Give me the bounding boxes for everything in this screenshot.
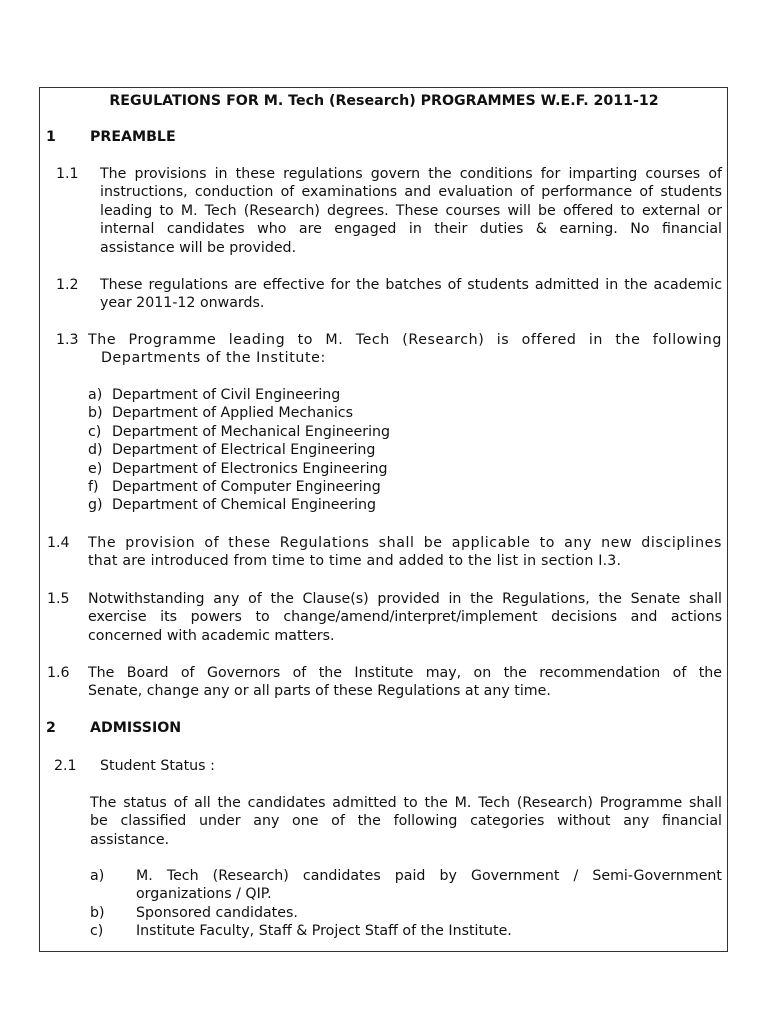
document-title: REGULATIONS FOR M. Tech (Research) PROGRAMMES W.E.F. 2011-12 bbox=[109, 93, 659, 109]
section-heading: ADMISSION bbox=[90, 720, 182, 736]
paragraph-line: concerned with academic matters. bbox=[88, 627, 335, 644]
paragraph-line: The Programme leading to M. Tech (Research) is offered in the following bbox=[88, 332, 722, 348]
clause-paragraph bbox=[88, 534, 722, 571]
list-item: g) Department of Chemical Engineering bbox=[88, 497, 377, 514]
department-list bbox=[88, 386, 390, 515]
list-item: e) Department of Electronics Engineering bbox=[88, 460, 388, 477]
paragraph-line: The provisions in these regulations govern the conditions for imparting courses of bbox=[100, 166, 722, 182]
paragraph-line: The Board of Governors of the Institute may, on the recommendation of the bbox=[88, 665, 722, 681]
clause-paragraph bbox=[88, 590, 722, 645]
clause-number: 1.4 bbox=[47, 535, 70, 551]
paragraph-line: exercise its powers to change/amend/interpret/implement decisions and actions bbox=[88, 609, 722, 626]
section-number: 1 bbox=[46, 129, 56, 145]
clause-paragraph bbox=[100, 276, 722, 313]
paragraph-line: These regulations are effective for the batches of students admitted in the academic bbox=[100, 277, 722, 293]
list-item: d) Department of Electrical Engineering bbox=[88, 442, 376, 459]
paragraph-line: Notwithstanding any of the Clause(s) provided in the Regulations, the Senate shall bbox=[88, 591, 722, 607]
paragraph-line: The provision of these Regulations shall be applicable to any new disciplines bbox=[88, 535, 722, 551]
list-item: a) Department of Civil Engineering bbox=[88, 387, 341, 403]
clause-number: 1.1 bbox=[56, 166, 79, 182]
clause-number: 1.6 bbox=[47, 665, 70, 681]
clause-subheading: Student Status : bbox=[100, 758, 215, 774]
section-heading: PREAMBLE bbox=[90, 129, 176, 145]
clause-paragraph bbox=[90, 794, 722, 849]
paragraph-line: be classified under any one of the following categories without any financial bbox=[90, 813, 722, 830]
list-item: b) Department of Applied Mechanics bbox=[88, 405, 353, 422]
clause-number: 1.5 bbox=[47, 591, 70, 607]
list-item: f) Department of Computer Engineering bbox=[88, 479, 381, 496]
clause-paragraph bbox=[100, 165, 722, 257]
paragraph-line: organizations / QIP. bbox=[136, 886, 272, 903]
paragraph-line: assistance. bbox=[90, 831, 170, 848]
paragraph-line: Senate, change any or all parts of these Regulations at any time. bbox=[88, 683, 551, 700]
paragraph-line: instructions, conduction of examinations and evaluation of performance of students bbox=[100, 184, 722, 201]
paragraph-line: Departments of the Institute: bbox=[101, 350, 326, 367]
list-item-text: Sponsored candidates. bbox=[136, 905, 298, 921]
list-marker: b) bbox=[90, 905, 105, 921]
paragraph-line: that are introduced from time to time and added to the list in section I.3. bbox=[88, 553, 622, 570]
clause-number: 2.1 bbox=[54, 758, 77, 774]
list-item-text: Institute Faculty, Staff & Project Staff of the Institute. bbox=[136, 923, 512, 939]
clause-number: 1.3 bbox=[56, 332, 79, 348]
list-marker: c) bbox=[90, 923, 104, 939]
clause-paragraph bbox=[88, 331, 722, 368]
list-marker: a) bbox=[90, 868, 105, 884]
list-item-text bbox=[136, 867, 722, 904]
paragraph-line: M. Tech (Research) candidates paid by Government / Semi-Government bbox=[136, 868, 722, 884]
paragraph-line: assistance will be provided. bbox=[100, 239, 297, 256]
clause-number: 1.2 bbox=[56, 277, 79, 293]
clause-paragraph bbox=[88, 664, 722, 701]
paragraph-line: year 2011-12 onwards. bbox=[100, 295, 265, 312]
paragraph-line: leading to M. Tech (Research) degrees. These courses will be offered to external or bbox=[100, 202, 722, 219]
paragraph-line: The status of all the candidates admitted to the M. Tech (Research) Programme shall bbox=[90, 795, 722, 811]
section-number: 2 bbox=[46, 720, 56, 736]
paragraph-line: internal candidates who are engaged in their duties & earning. No financial bbox=[100, 221, 722, 238]
list-item: c) Department of Mechanical Engineering bbox=[88, 423, 391, 440]
